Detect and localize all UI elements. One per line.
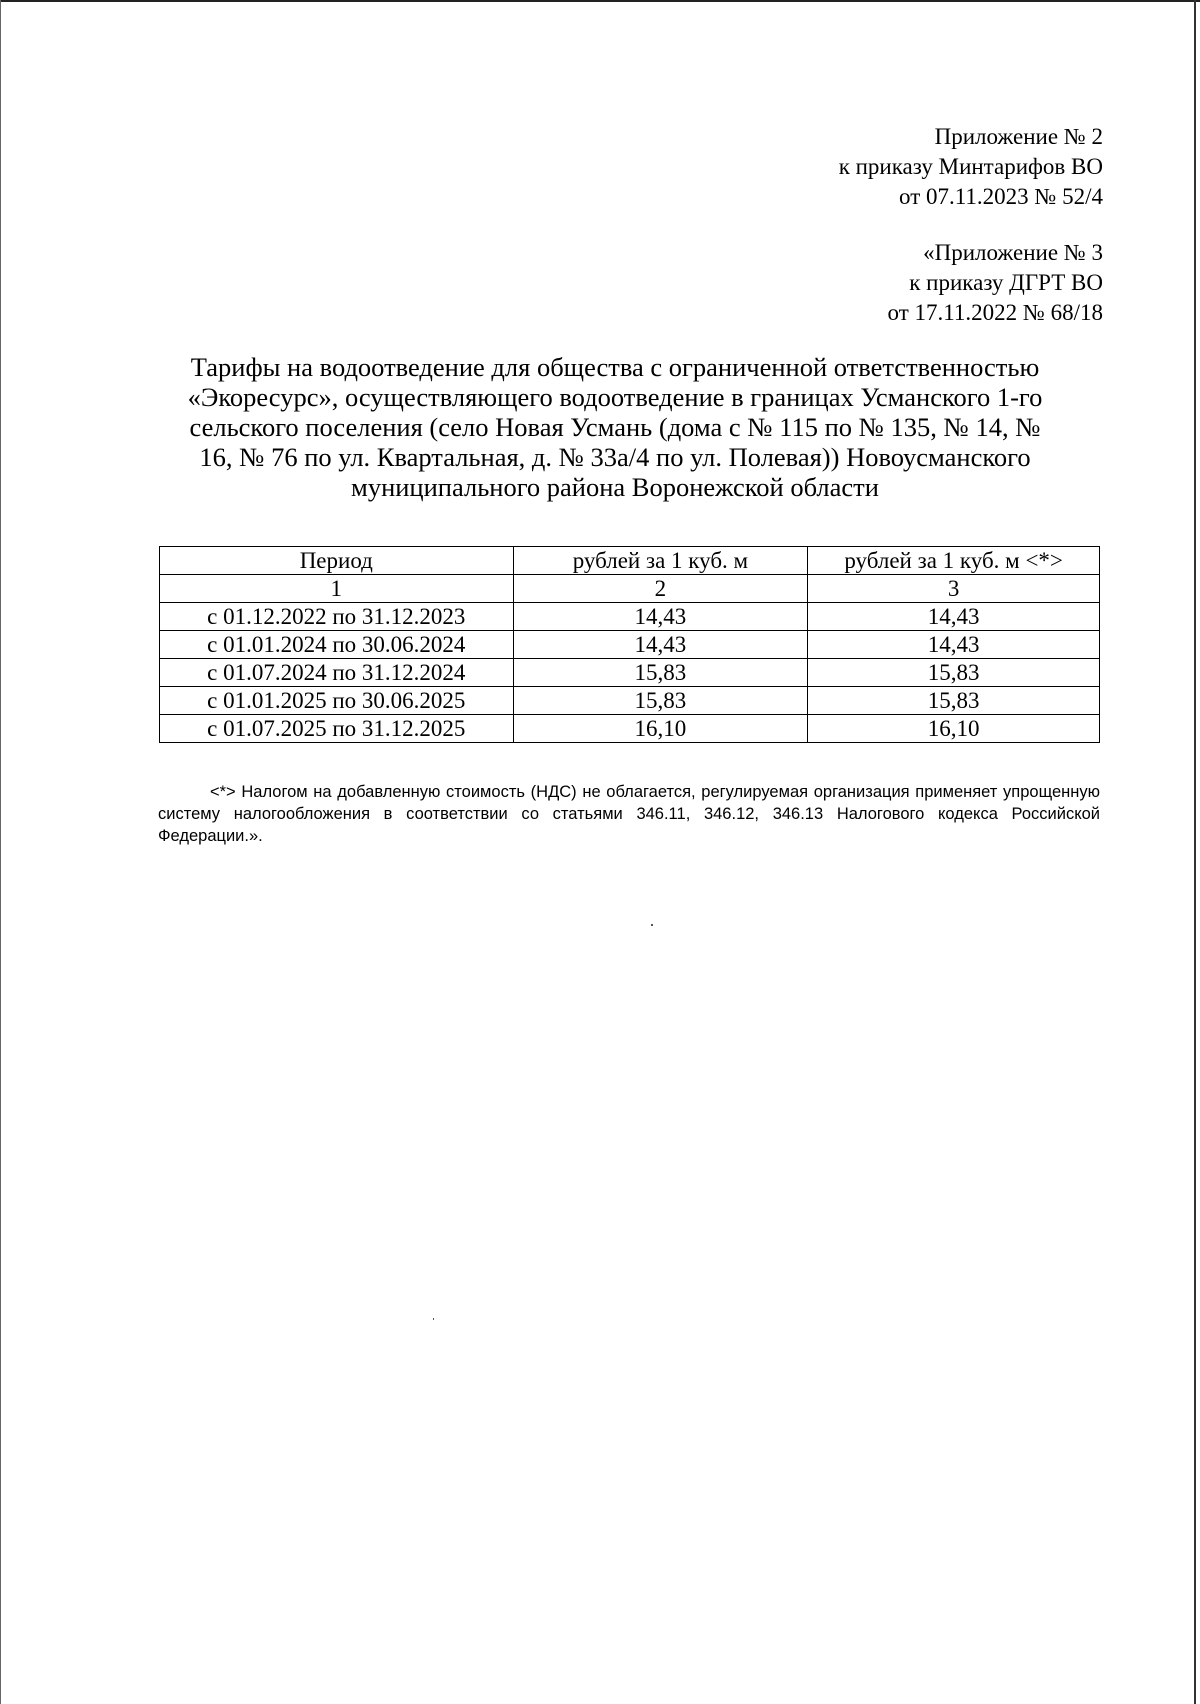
period-cell: с 01.01.2025 по 30.06.2025	[160, 687, 514, 715]
tariff-cell: 15,83	[513, 659, 808, 687]
column-number: 2	[513, 575, 808, 603]
appendix-primary-number: Приложение № 2	[934, 124, 1103, 149]
column-number: 3	[808, 575, 1100, 603]
period-cell: с 01.01.2024 по 30.06.2024	[160, 631, 514, 659]
appendix-primary-date: от 07.11.2023 № 52/4	[899, 184, 1103, 209]
table-row	[160, 715, 1100, 743]
appendix-header-secondary	[888, 238, 1103, 328]
appendix-secondary-order: к приказу ДГРТ ВО	[909, 270, 1103, 295]
appendix-secondary-number: «Приложение № 3	[923, 240, 1103, 265]
table-row	[160, 659, 1100, 687]
tariff-cell: 15,83	[808, 687, 1100, 715]
title-line: Тарифы на водоотведение для общества с ограниченной ответственностью	[190, 352, 1040, 382]
scan-border-right	[1194, 0, 1196, 1704]
tariff-cell: 15,83	[808, 659, 1100, 687]
title-line: сельского поселения (село Новая Усмань (дома с № 115 по № 135, № 14, №	[189, 412, 1041, 442]
title-line: муниципального района Воронежской области	[351, 472, 879, 502]
scan-border-left	[0, 0, 1, 1704]
table-header-row	[160, 547, 1100, 575]
scan-speck	[433, 1318, 434, 1320]
tariff-cell: 16,10	[513, 715, 808, 743]
table-column-number-row	[160, 575, 1100, 603]
header-rub-per-m3: рублей за 1 куб. м	[513, 547, 808, 575]
tariff-table	[159, 546, 1100, 743]
tariff-cell: 16,10	[808, 715, 1100, 743]
tariff-cell: 14,43	[513, 603, 808, 631]
tariff-cell: 14,43	[808, 631, 1100, 659]
title-line: «Экоресурс», осуществляющего водоотведение в границах Усманского 1-го	[187, 382, 1043, 412]
table-row	[160, 603, 1100, 631]
table-row	[160, 687, 1100, 715]
appendix-secondary-date: от 17.11.2022 № 68/18	[887, 300, 1103, 325]
tax-footnote: <*> Налогом на добавленную стоимость (НДС) не облагается, регулируемая организация применяет упрощенную систему налогообложения в соответствии со статьями 346.11, 346.12, 346.13 Налогового кодекса Российской Федерации.».	[158, 783, 1100, 845]
tariff-cell: 14,43	[808, 603, 1100, 631]
title-line: 16, № 76 по ул. Квартальная, д. № 33а/4 по ул. Полевая)) Новоусманского	[199, 442, 1031, 472]
tariff-cell: 15,83	[513, 687, 808, 715]
scan-border-top	[0, 0, 1200, 2]
appendix-primary-order: к приказу Минтарифов ВО	[838, 154, 1103, 179]
period-cell: с 01.07.2024 по 31.12.2024	[160, 659, 514, 687]
period-cell: с 01.07.2025 по 31.12.2025	[160, 715, 514, 743]
header-rub-per-m3-footnote: рублей за 1 куб. м <*>	[808, 547, 1100, 575]
scan-speck	[651, 924, 653, 926]
column-number: 1	[160, 575, 514, 603]
document-title	[150, 352, 1080, 502]
appendix-header-primary	[839, 122, 1103, 212]
period-cell: с 01.12.2022 по 31.12.2023	[160, 603, 514, 631]
header-period: Период	[160, 547, 514, 575]
tariff-cell: 14,43	[513, 631, 808, 659]
table-row	[160, 631, 1100, 659]
